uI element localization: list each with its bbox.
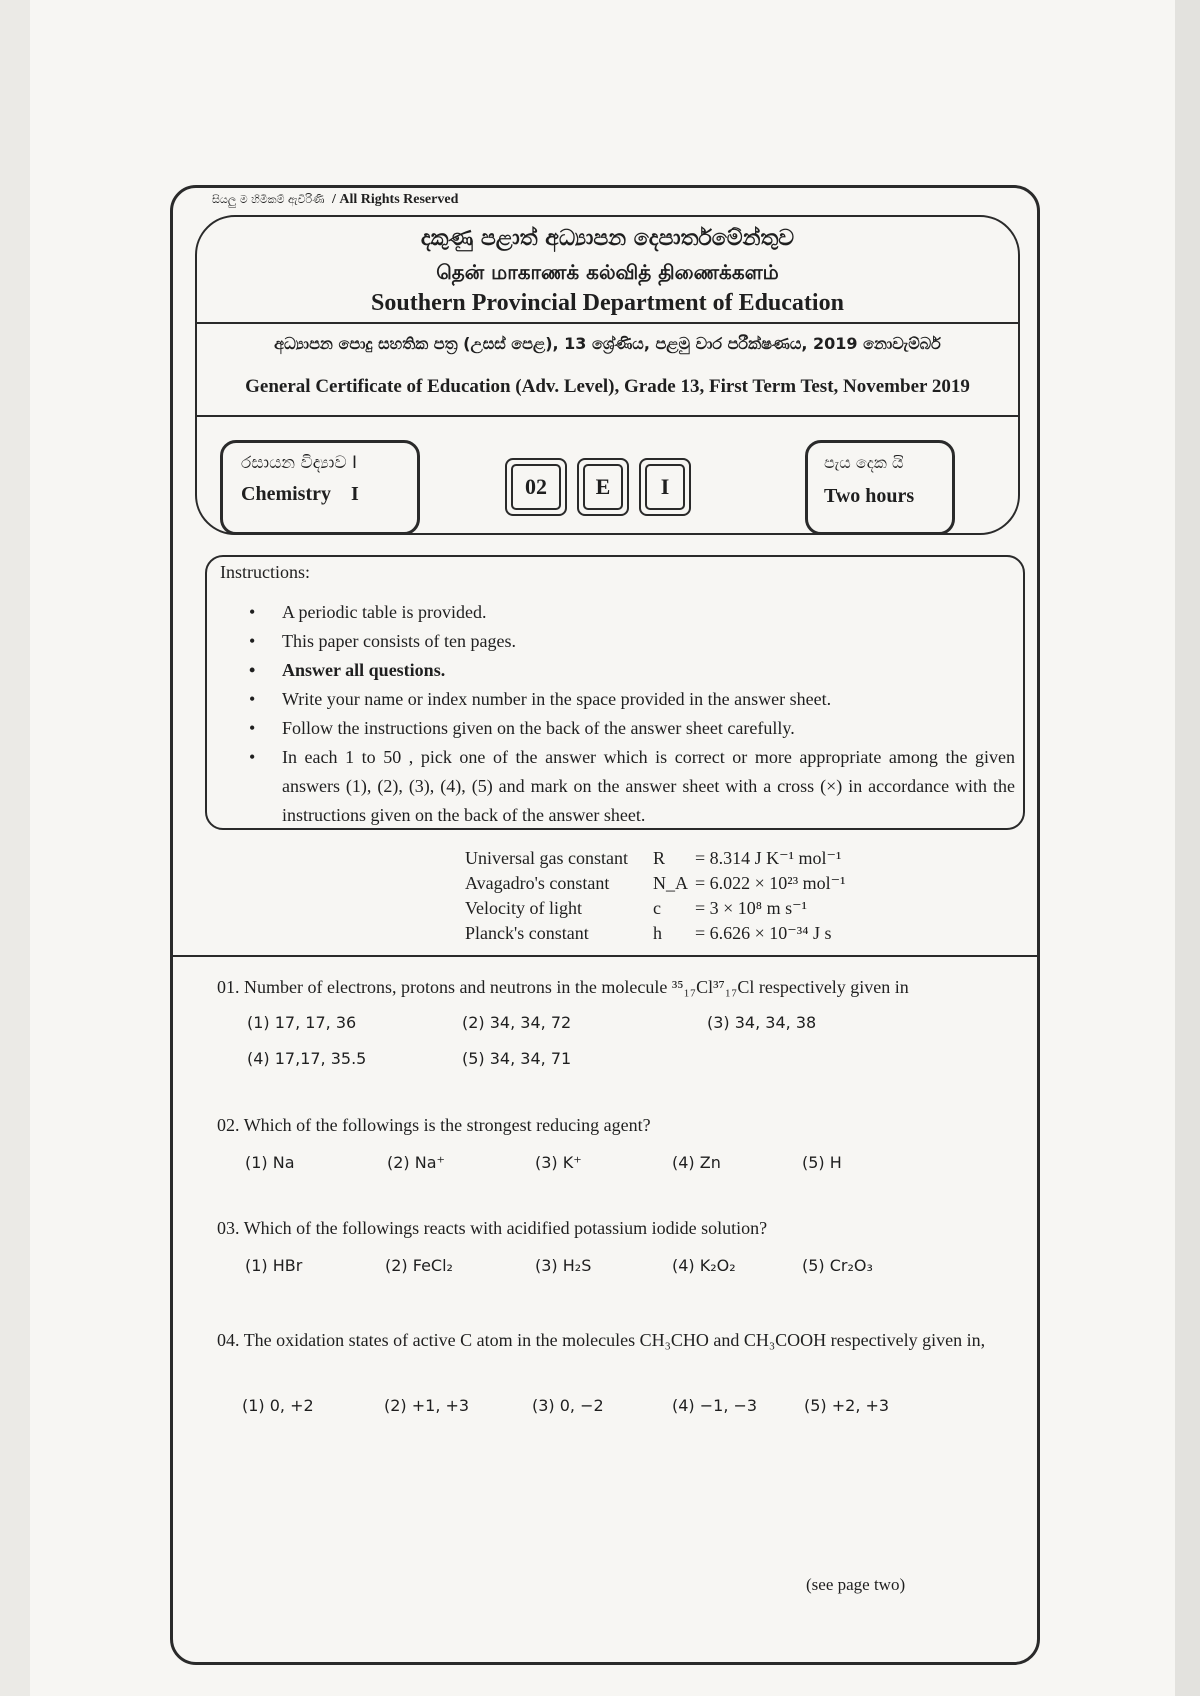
duration-english: Two hours bbox=[824, 485, 915, 507]
constant-name: Planck's constant bbox=[465, 923, 589, 943]
rights-english: / All Rights Reserved bbox=[331, 192, 459, 207]
question-3 bbox=[217, 1218, 767, 1239]
constant-value: = 6.626 × 10⁻³⁴ J s bbox=[695, 923, 832, 943]
constant-symbol: N_A bbox=[653, 873, 688, 893]
constant-row bbox=[465, 871, 846, 896]
page-footer: (see page two) bbox=[806, 1575, 906, 1594]
duration-sinhala: පැය දෙක යි bbox=[824, 453, 904, 472]
question-number: 02. bbox=[217, 1115, 240, 1135]
option: (5) +2, +3 bbox=[804, 1396, 890, 1415]
instruction-item: • Write your name or index number in the space provided in the answer sheet. bbox=[245, 685, 1015, 714]
instruction-item: • A periodic table is provided. bbox=[245, 598, 1015, 627]
option: (2) FeCl₂ bbox=[385, 1256, 453, 1275]
constant-name: Avagadro's constant bbox=[465, 873, 610, 893]
rights-reserved bbox=[212, 192, 458, 208]
paper-code bbox=[505, 458, 691, 516]
instruction-item: • This paper consists of ten pages. bbox=[245, 627, 1015, 656]
rights-sinhala: සියලු ම හිමිකම් ඇවිරිණි bbox=[212, 193, 325, 206]
page-right-edge bbox=[1175, 0, 1200, 1696]
question-number: 01. bbox=[217, 977, 240, 997]
exam-title-english: General Certificate of Education (Adv. Level), Grade 13, First Term Test, November 2019 bbox=[245, 376, 970, 397]
page-left-edge bbox=[0, 0, 30, 1696]
option: (1) 17, 17, 36 bbox=[247, 1013, 357, 1032]
option: (5) Cr₂O₃ bbox=[802, 1256, 873, 1275]
constant-value: = 6.022 × 10²³ mol⁻¹ bbox=[695, 873, 846, 893]
constant-symbol: h bbox=[653, 923, 662, 943]
code-subject: 02 bbox=[511, 464, 561, 510]
option: (2) 34, 34, 72 bbox=[462, 1013, 572, 1032]
code-box-medium bbox=[577, 458, 629, 516]
option: (2) Na⁺ bbox=[387, 1153, 445, 1172]
question-text: Number of electrons, protons and neutrons in the molecule ³⁵₁₇Cl³⁷₁₇Cl respectively given in bbox=[244, 977, 909, 997]
option: (5) 34, 34, 71 bbox=[462, 1049, 572, 1068]
option: (3) 0, −2 bbox=[532, 1396, 604, 1415]
dept-title-tamil: தென் மாகாணக் கல்வித் திணைக்களம் bbox=[436, 260, 779, 284]
instructions-list bbox=[245, 598, 1015, 830]
constant-name: Velocity of light bbox=[465, 898, 582, 918]
question-3-options bbox=[245, 1256, 945, 1286]
option: (4) Zn bbox=[672, 1153, 721, 1172]
question-text: Which of the followings is the strongest reducing agent? bbox=[243, 1115, 651, 1135]
option: (3) H₂S bbox=[535, 1256, 592, 1275]
subject-english: Chemistry I bbox=[241, 483, 359, 505]
instruction-item: • Answer all questions. bbox=[245, 656, 1015, 685]
code-box-paper bbox=[639, 458, 691, 516]
constant-name: Universal gas constant bbox=[465, 848, 628, 868]
exam-title-sinhala: අධ්‍යාපන පොදු සහතික පත්‍ර (උසස් පෙළ), 13 ශ්‍රේණිය, පළමු වාර පරීක්ෂණය, 2019 නොවැම්බර් bbox=[274, 334, 941, 353]
duration-box bbox=[805, 440, 955, 535]
question-number: 04. bbox=[217, 1330, 240, 1350]
question-text: The oxidation states of active C atom in the molecules CH₃CHO and CH₃COOH respectively given in, bbox=[243, 1330, 986, 1350]
section-divider bbox=[171, 955, 1038, 957]
constant-value: = 8.314 J K⁻¹ mol⁻¹ bbox=[695, 848, 842, 868]
constant-row bbox=[465, 846, 846, 871]
dept-title-sinhala: දකුණු පළාත් අධ්‍යාපන දෙපාර්තමේන්තුව bbox=[420, 226, 795, 251]
option: (3) 34, 34, 38 bbox=[707, 1013, 817, 1032]
constant-symbol: c bbox=[653, 898, 661, 918]
dept-title-english: Southern Provincial Department of Education bbox=[371, 290, 844, 316]
instruction-item: • In each 1 to 50 , pick one of the answer which is correct or more appropriate among the given answers (1), (2), (3), (4), (5) and mark on the answer sheet with a cross (×) in accordance with the instructions given on the back of the answer sheet. bbox=[245, 743, 1015, 830]
option: (4) −1, −3 bbox=[672, 1396, 758, 1415]
option: (3) K⁺ bbox=[535, 1153, 582, 1172]
option: (1) 0, +2 bbox=[242, 1396, 314, 1415]
constants-table bbox=[465, 846, 846, 946]
question-number: 03. bbox=[217, 1218, 240, 1238]
question-1 bbox=[217, 977, 909, 998]
instructions-title: Instructions: bbox=[220, 562, 310, 582]
question-2 bbox=[217, 1115, 651, 1136]
instruction-item: • Follow the instructions given on the back of the answer sheet carefully. bbox=[245, 714, 1015, 743]
code-paper: I bbox=[645, 464, 685, 510]
constant-symbol: R bbox=[653, 848, 666, 868]
question-2-options bbox=[245, 1153, 945, 1183]
question-text: Which of the followings reacts with acidified potassium iodide solution? bbox=[243, 1218, 768, 1238]
code-box-subject bbox=[505, 458, 567, 516]
question-1-options bbox=[247, 1013, 947, 1083]
constant-row bbox=[465, 896, 846, 921]
option: (4) 17,17, 35.5 bbox=[247, 1049, 367, 1068]
subject-box bbox=[220, 440, 420, 535]
question-4-options bbox=[242, 1396, 942, 1426]
option: (2) +1, +3 bbox=[384, 1396, 470, 1415]
option: (4) K₂O₂ bbox=[672, 1256, 736, 1275]
constant-row bbox=[465, 921, 846, 946]
header-divider-top bbox=[196, 322, 1019, 324]
question-4 bbox=[217, 1322, 1007, 1358]
option: (1) Na bbox=[245, 1153, 295, 1172]
option: (1) HBr bbox=[245, 1256, 303, 1275]
constant-value: = 3 × 10⁸ m s⁻¹ bbox=[695, 898, 807, 918]
option: (5) H bbox=[802, 1153, 842, 1172]
header-divider-bottom bbox=[196, 415, 1019, 417]
code-medium: E bbox=[583, 464, 623, 510]
subject-sinhala: රසායන විද්‍යාව I bbox=[241, 453, 357, 473]
